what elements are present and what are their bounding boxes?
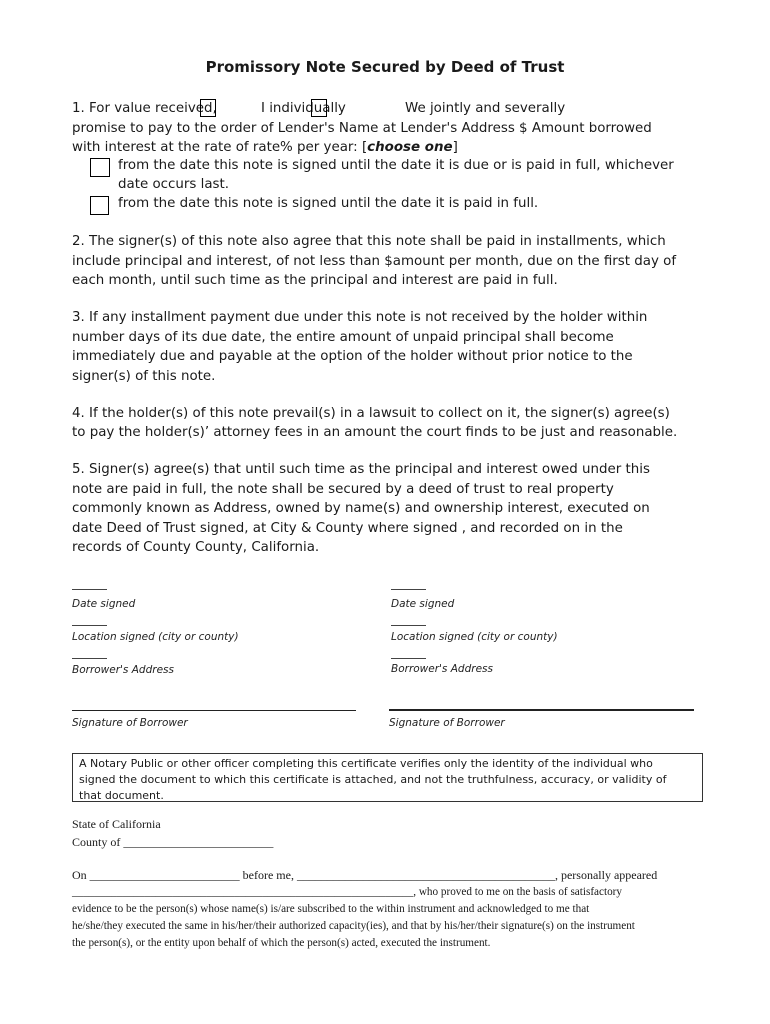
address-line-right[interactable]: [391, 658, 426, 659]
address-label-right: Borrower's Address: [391, 663, 493, 675]
date-signed-label-right: Date signed: [391, 598, 455, 610]
para1-line3: [72, 138, 712, 157]
option-b-checkbox[interactable]: [90, 196, 109, 215]
para5-line1: 5. Signer(s) agree(s) that until such time as the principal and interest owed under this: [72, 462, 650, 477]
para1-prefix: 1. For value received,: [72, 101, 217, 116]
option-a-line1: from the date this note is signed until the date it is due or is paid in full, whichever: [118, 158, 674, 173]
signature-label-right: Signature of Borrower: [389, 717, 505, 729]
notary-box-line2: signed the document to which this certificate is attached, and not the truthfulness, accuracy, or validity of: [79, 773, 667, 786]
notary-proved-line: _____________________________________________________________, who proved to me on the basis of satisfactory: [72, 886, 623, 898]
address-label-left: Borrower's Address: [72, 664, 174, 676]
individually-checkbox[interactable]: [311, 99, 327, 117]
date-signed-label-left: Date signed: [72, 598, 136, 610]
option-jointly-label: We jointly and severally: [405, 101, 566, 116]
date-signed-line-right[interactable]: [391, 589, 426, 590]
option-a-line2: date occurs last.: [118, 177, 230, 192]
para5-line3: commonly known as Address, owned by name(s) and ownership interest, executed on: [72, 501, 650, 516]
notary-disclaimer-box: [72, 753, 703, 802]
choose-one-label: choose one: [367, 140, 453, 155]
para2-line2: include principal and interest, of not less than $amount per month, due on the first day of: [72, 253, 677, 269]
para1-line3-end: ]: [452, 140, 458, 155]
para2-line1: 2. The signer(s) of this note also agree that this note shall be paid in installments, which: [72, 234, 666, 249]
notary-on-line: On _________________________ before me, ___________________________________________, personally appeared: [72, 868, 658, 882]
para3-line2: number days of its due date, the entire amount of unpaid principal shall become: [72, 329, 614, 345]
signature-line-right[interactable]: [389, 709, 694, 711]
para3-line4: signer(s) of this note.: [72, 368, 216, 384]
notary-box-line3: that document.: [79, 789, 164, 802]
option-individually-label: I individually: [261, 101, 346, 116]
para5-line4: date Deed of Trust signed, at City & County where signed , and recorded on in the: [72, 520, 623, 536]
para5-line5: records of County County, California.: [72, 540, 320, 555]
para1-line2: promise to pay to the order of Lender's Name at Lender's Address $ Amount borrowed: [72, 120, 652, 136]
notary-box-line1: A Notary Public or other officer completing this certificate verifies only the identity of the individual who: [79, 757, 653, 770]
notary-evidence-line1: evidence to be the person(s) whose name(s) is/are subscribed to the within instrument and acknowledged to me that: [72, 903, 590, 915]
notary-county: County of _________________________: [72, 835, 274, 849]
location-line-left[interactable]: [72, 625, 107, 626]
para3-line3: immediately due and payable at the option of the holder without prior notice to the: [72, 349, 633, 364]
notary-evidence-line2: he/she/they executed the same in his/her/their authorized capacity(ies), and that by his/her/their signature(s) on the instrument: [72, 920, 635, 932]
notary-state: State of California: [72, 817, 161, 831]
signature-label-left: Signature of Borrower: [72, 717, 188, 729]
value-received-checkbox[interactable]: [200, 99, 216, 117]
address-line-left[interactable]: [72, 658, 107, 659]
para5-line2: note are paid in full, the note shall be secured by a deed of trust to real property: [72, 481, 614, 497]
para1-line3-start: with interest at the rate of rate% per year: [: [72, 140, 368, 155]
location-line-right[interactable]: [391, 625, 426, 626]
para3-line1: 3. If any installment payment due under this note is not received by the holder within: [72, 310, 648, 325]
signature-line-left[interactable]: [72, 710, 356, 711]
para1-line1: [72, 99, 712, 118]
option-b: from the date this note is signed until the date it is paid in full.: [118, 196, 539, 211]
para2-line3: each month, until such time as the principal and interest are paid in full.: [72, 273, 558, 288]
para4-line1: 4. If the holder(s) of this note prevail(s) in a lawsuit to collect on it, the signer(s) agree(s): [72, 405, 670, 421]
para4-line2: to pay the holder(s)’ attorney fees in an amount the court finds to be just and reasonable.: [72, 425, 678, 440]
location-label-right: Location signed (city or county): [391, 631, 558, 643]
location-label-left: Location signed (city or county): [72, 631, 239, 643]
notary-evidence-line3: the person(s), or the entity upon behalf of which the person(s) acted, executed the instrument.: [72, 937, 491, 949]
document-title: Promissory Note Secured by Deed of Trust: [205, 58, 565, 76]
date-signed-line-left[interactable]: [72, 589, 107, 590]
option-a-checkbox[interactable]: [90, 158, 110, 177]
